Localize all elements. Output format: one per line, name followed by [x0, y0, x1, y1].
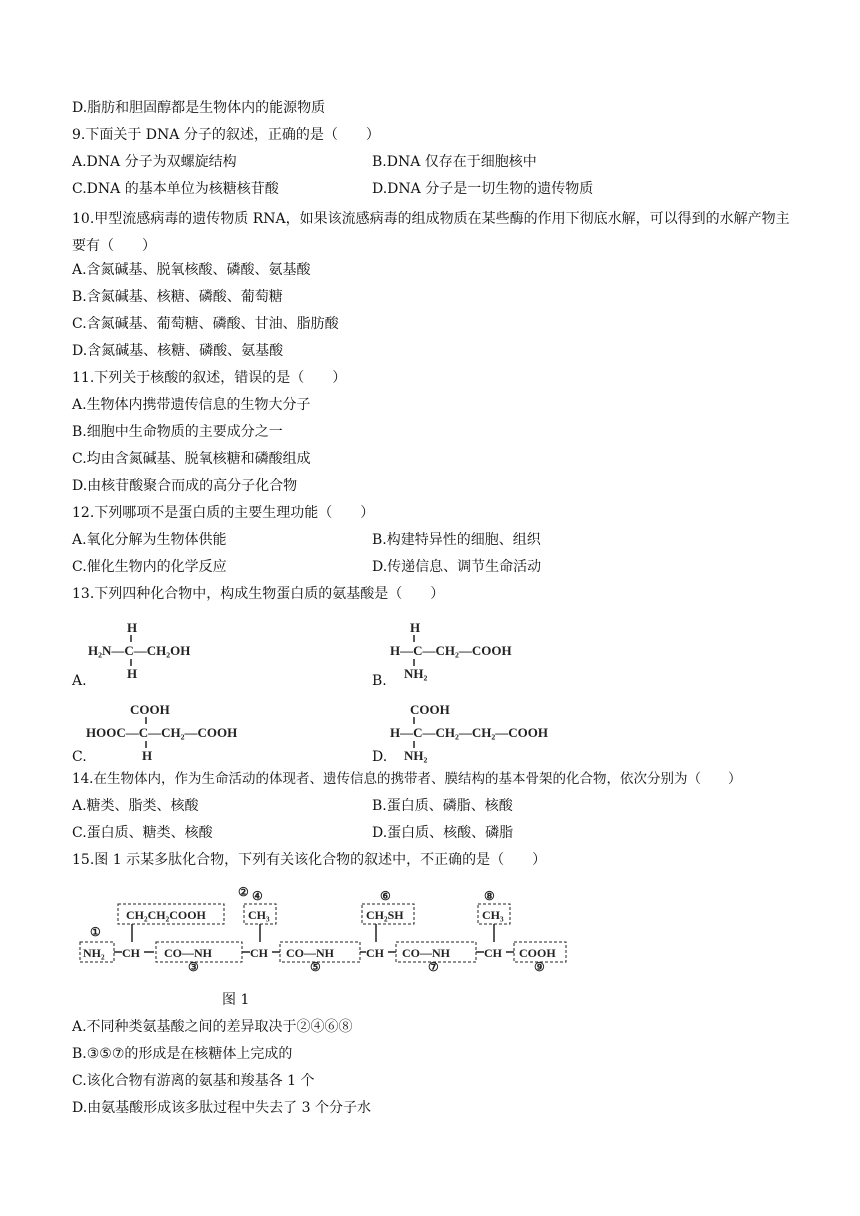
q15-option-d: D.由氨基酸形成该多肽过程中失去了 3 个分子水	[72, 1100, 371, 1116]
peptide-bond-3: CO—NH	[402, 946, 450, 960]
q15-option-a: A.不同种类氨基酸之间的差异取决于②④⑥⑧	[72, 1019, 353, 1035]
q8-option-d: D.脂肪和胆固醇都是生物体内的能源物质	[72, 100, 326, 116]
mol-b-bottom: NH₂	[404, 666, 428, 681]
q10-stem: 10.甲型流感病毒的遗传物质 RNA，如果该流感病毒的组成物质在某些酶的作用下彻底水解，可以得到的水解产物主要有（ ）	[72, 211, 790, 254]
mol-c-top: COOH	[130, 702, 170, 717]
r-group-4: CH₃	[482, 908, 504, 922]
r-group-2: CH₃	[248, 908, 270, 922]
q15-polypeptide-figure	[76, 880, 576, 980]
q14-option-b: B.蛋白质、磷脂、核酸	[372, 798, 513, 814]
q15-option-b: B.③⑤⑦的形成是在核糖体上完成的	[72, 1046, 293, 1062]
mol-b-top: H	[410, 620, 421, 635]
q13-stem: 13.下列四种化合物中，构成生物蛋白质的氨基酸是（ ）	[72, 586, 445, 602]
mol-c-bottom: H	[142, 748, 153, 763]
mark-7: ⑦	[428, 960, 439, 974]
ch-4: CH	[484, 946, 502, 960]
q12-option-c: C.催化生物内的化学反应	[72, 559, 227, 575]
q14-option-d: D.蛋白质、核酸、磷脂	[372, 825, 514, 841]
q11-stem: 11.下列关于核酸的叙述，错误的是（ ）	[72, 370, 347, 386]
figure-caption: 图 1	[222, 992, 250, 1008]
ch-1: CH	[122, 946, 140, 960]
r-group-1: CH₂CH₂COOH	[126, 908, 206, 922]
q13-label-c: C.	[72, 749, 87, 765]
mol-d-bottom: NH₂	[404, 748, 428, 763]
mark-6: ⑥	[380, 889, 391, 903]
q15-option-c: C.该化合物有游离的氨基和羧基各 1 个	[72, 1073, 315, 1089]
mol-b-main: H—C—CH₂—COOH	[390, 643, 512, 658]
amino-group: NH₂	[83, 946, 105, 960]
q12-stem: 12.下列哪项不是蛋白质的主要生理功能（ ）	[72, 505, 375, 521]
ch-2: CH	[250, 946, 268, 960]
q13-molecule-b	[388, 618, 548, 684]
peptide-bond-1: CO—NH	[164, 946, 212, 960]
q9-stem: 9.下面关于 DNA 分子的叙述，正确的是（ ）	[72, 127, 380, 143]
mark-9: ⑨	[534, 960, 545, 974]
q10-option-c: C.含氮碱基、葡萄糖、磷酸、甘油、脂肪酸	[72, 316, 339, 332]
mol-d-top: COOH	[410, 702, 450, 717]
mark-8: ⑧	[484, 889, 495, 903]
q10-option-b: B.含氮碱基、核糖、磷酸、葡萄糖	[72, 289, 283, 305]
mark-3: ③	[188, 960, 199, 974]
mark-1: ①	[90, 925, 101, 939]
mark-4: ④	[252, 889, 263, 903]
r-group-3: CH₂SH	[366, 908, 404, 922]
q11-option-b: B.细胞中生命物质的主要成分之一	[72, 424, 283, 440]
peptide-bond-2: CO—NH	[286, 946, 334, 960]
q11-option-a: A.生物体内携带遗传信息的生物大分子	[72, 397, 311, 413]
mol-a-main: H₂N—C—CH₂OH	[88, 643, 191, 658]
mol-a-bottom: H	[127, 666, 138, 681]
mol-c-main: HOOC—C—CH₂—COOH	[86, 725, 238, 740]
q13-label-d: D.	[372, 749, 388, 765]
q11-option-c: C.均由含氮碱基、脱氧核糖和磷酸组成	[72, 451, 311, 467]
mol-a-top: H	[127, 620, 138, 635]
ch-3: CH	[366, 946, 384, 960]
q14-option-a: A.糖类、脂类、核酸	[72, 798, 199, 814]
q14-option-c: C.蛋白质、糖类、核酸	[72, 825, 213, 841]
q13-molecule-d	[388, 700, 578, 766]
mark-2: ②	[238, 885, 249, 899]
q12-option-b: B.构建特异性的细胞、组织	[372, 532, 541, 548]
q10-option-d: D.含氮碱基、核糖、磷酸、氨基酸	[72, 343, 284, 359]
q13-molecule-c	[84, 700, 264, 766]
q10-option-a: A.含氮碱基、脱氧核酸、磷酸、氨基酸	[72, 262, 311, 278]
q15-stem: 15.图 1 示某多肽化合物，下列有关该化合物的叙述中，不正确的是（ ）	[72, 852, 547, 868]
q13-label-a: A.	[72, 673, 87, 689]
q14-stem: 14.在生物体内，作为生命活动的体现者、遗传信息的携带者、膜结构的基本骨架的化合物，依次分别为（ ）	[72, 771, 742, 787]
q12-option-a: A.氧化分解为生物体供能	[72, 532, 227, 548]
q11-option-d: D.由核苷酸聚合而成的高分子化合物	[72, 478, 298, 494]
q9-option-b: B.DNA 仅存在于细胞核中	[372, 154, 537, 170]
carboxyl-group: COOH	[519, 946, 556, 960]
q9-option-a: A.DNA 分子为双螺旋结构	[72, 154, 237, 170]
q9-option-d: D.DNA 分子是一切生物的遗传物质	[372, 181, 594, 197]
mol-d-main: H—C—CH₂—CH₂—COOH	[390, 725, 549, 740]
q9-option-c: C.DNA 的基本单位为核糖核苷酸	[72, 181, 279, 197]
q12-option-d: D.传递信息、调节生命活动	[372, 559, 542, 575]
q13-molecule-a	[86, 618, 226, 684]
mark-5: ⑤	[310, 960, 321, 974]
q13-label-b: B.	[372, 673, 387, 689]
